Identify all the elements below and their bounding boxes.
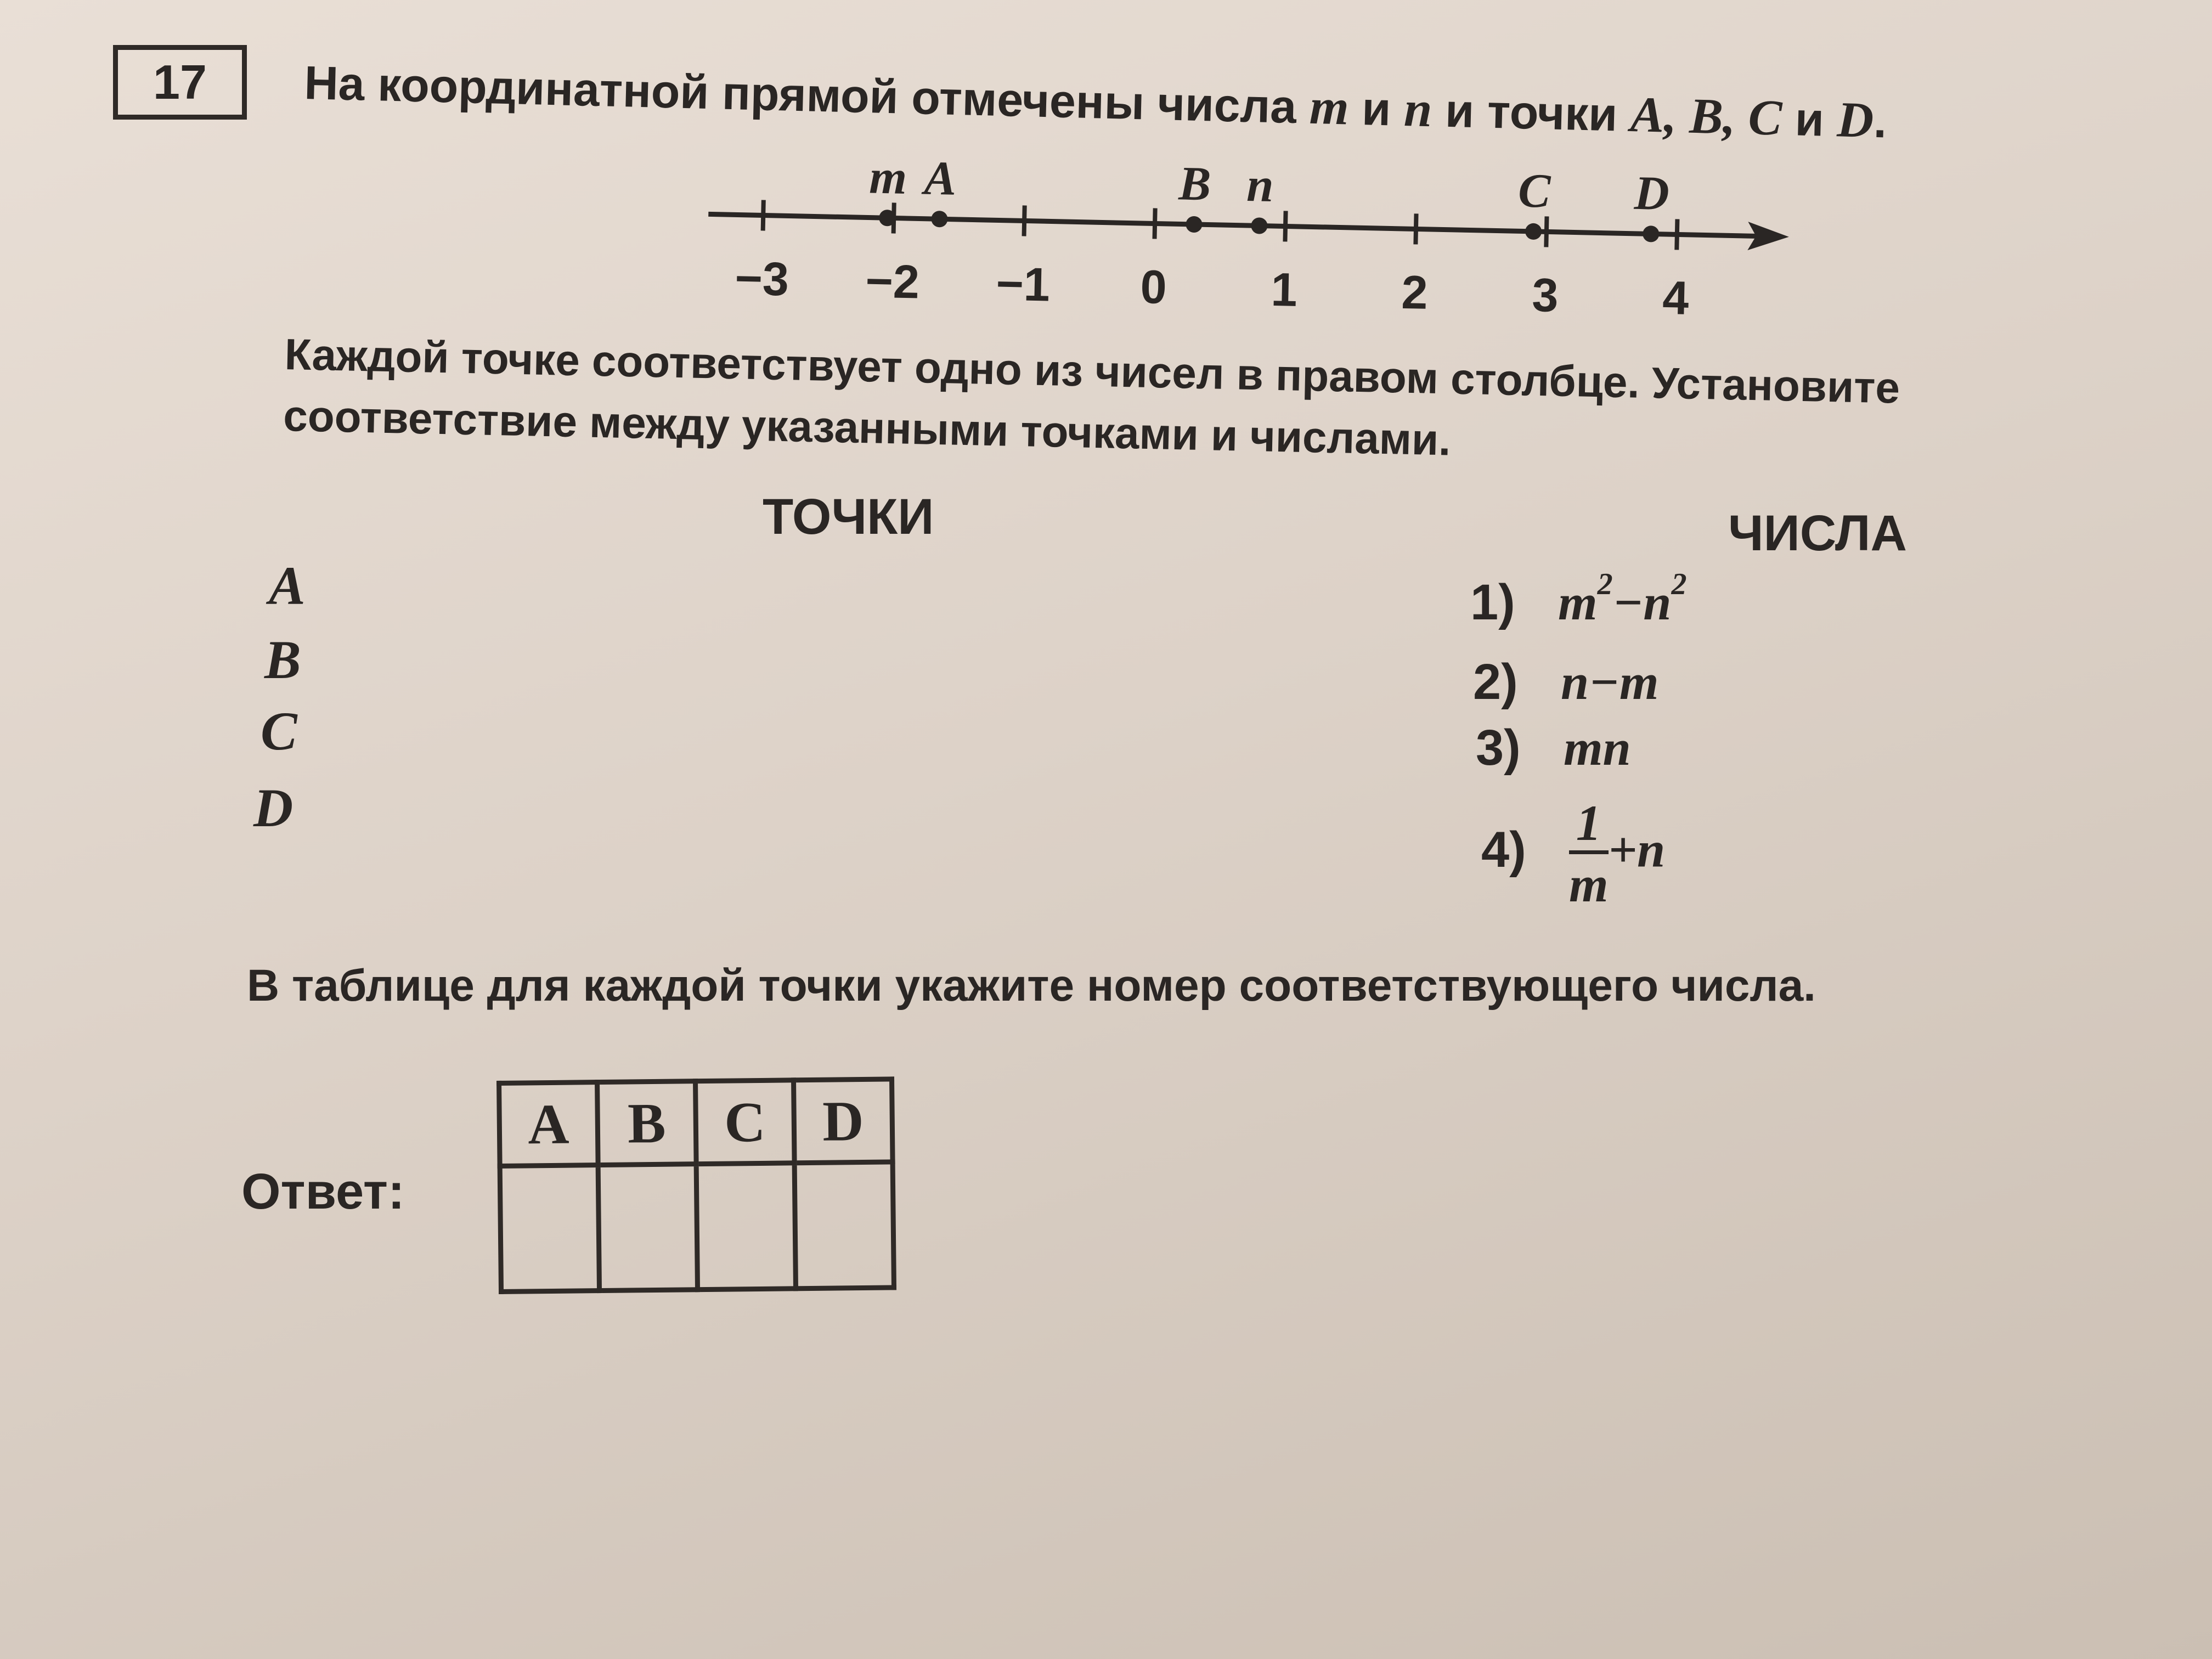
tick-label-1: −2 [865,255,920,309]
tick-5 [1415,213,1416,244]
option-1-exp-m: 2 [1597,567,1613,602]
answer-cell-c[interactable] [696,1163,795,1290]
option-4-number: 4) [1481,821,1526,878]
task-number: 17 [153,55,207,109]
option-2-expr: n−m [1561,654,1659,710]
mark-point-C [1525,223,1542,240]
and-word-2: и [1794,93,1825,146]
mark-point-D [1643,225,1660,242]
tick-label-6: 3 [1531,268,1559,322]
option-4 [1481,795,1665,915]
option-4-fraction [1569,795,1609,915]
mark-label-C: C [1517,164,1551,218]
answer-header-row [499,1079,893,1166]
question-prefix: На координатной прямой отмечены числа [303,56,1297,134]
point-last: D [1836,91,1875,148]
points-word: и точки [1444,84,1618,142]
point-item-d: D [253,777,294,838]
numbers-column-header: ЧИСЛА [1728,505,1907,561]
tick-label-7: 4 [1662,271,1690,325]
tick-label-4: 1 [1270,263,1298,317]
answer-cell-d[interactable] [794,1162,894,1289]
var-m: m [1308,78,1350,136]
answer-header-a: A [499,1082,599,1166]
instruction-line-1: Каждой точке соответствует одно из чисел в правом столбце. Установите [284,329,1900,413]
answer-cell-b[interactable] [598,1164,697,1291]
tick-3 [1154,208,1155,239]
instruction-text [283,324,2139,486]
instruction-line-2: соответствие между указанными точками и числами. [283,391,1452,465]
option-1-number: 1) [1470,574,1515,630]
answer-header-c: C [696,1080,795,1164]
mark-label-D: D [1634,166,1670,221]
option-1 [1470,567,1687,631]
point-item-c: C [261,701,297,761]
tick-2 [1024,206,1025,236]
tick-0 [763,200,764,231]
option-2-number: 2) [1473,654,1518,710]
option-4-numerator: 1 [1569,795,1609,854]
tick-label-3: 0 [1139,260,1167,314]
mark-point-A [931,211,948,228]
mark-label-n: n [1246,158,1274,212]
points-column-header: ТОЧКИ [763,489,934,545]
tick-6 [1546,216,1547,247]
answer-cell-a[interactable] [500,1165,599,1292]
var-n: n [1403,80,1433,138]
mark-point-B [1186,216,1203,233]
option-1-base-m: m [1558,574,1598,630]
table-instruction: В таблице для каждой точки укажите номер соответствующего числа. [247,961,1816,1011]
point-item-b: B [264,629,301,690]
option-4-denominator: m [1569,856,1609,912]
mark-label-B: B [1178,157,1212,211]
option-3 [1476,719,1631,777]
option-1-exp-n: 2 [1671,567,1687,602]
tick-label-2: −1 [995,257,1051,312]
point-item-a: A [269,555,306,616]
option-4-rest: +n [1608,821,1666,878]
tick-label-0: −3 [734,252,789,306]
mark-label-A: A [923,151,957,206]
option-3-number: 3) [1476,720,1521,776]
option-1-minus-n: −n [1612,574,1672,630]
mark-point-n [1251,217,1268,234]
answer-header-d: D [794,1079,893,1163]
option-2 [1473,653,1658,711]
option-3-expr: mn [1564,720,1631,776]
answer-label: Ответ: [241,1164,405,1220]
answer-header-b: B [597,1081,697,1165]
tick-label-5: 2 [1401,266,1429,319]
number-line-axis [708,214,1762,236]
answer-input-row [500,1162,894,1291]
mark-label-m: m [868,150,908,205]
point-list: A, B, C [1629,86,1783,146]
answer-table [496,1076,896,1294]
and-word: и [1361,82,1392,136]
question-period: . [1873,94,1888,148]
question-text [303,53,2060,154]
task-number-box [113,45,247,120]
